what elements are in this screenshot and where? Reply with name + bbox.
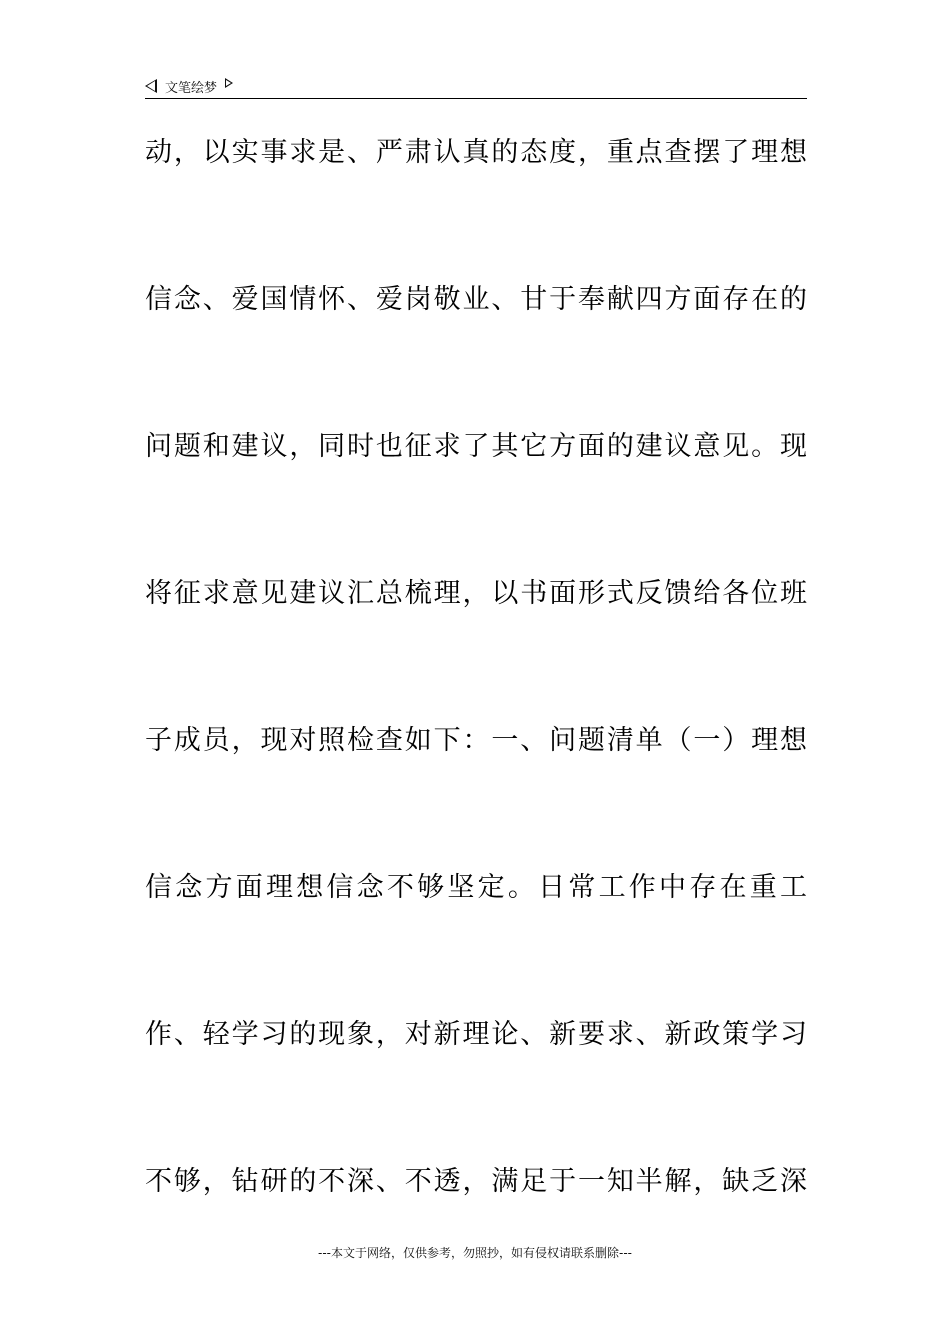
page-footer: ---本文于网络，仅供参考，勿照抄，如有侵权请联系删除--- (318, 1246, 632, 1260)
header-divider (145, 98, 807, 99)
body-line: 将征求意见建议汇总梳理，以书面形式反馈给各位班 (145, 578, 807, 609)
page-header (145, 74, 807, 98)
body-line: 信念方面理想信念不够坚定。日常工作中存在重工 (145, 872, 807, 903)
document-body (145, 128, 807, 1304)
triangle-left-icon (145, 79, 157, 93)
body-line: 动，以实事求是、严肃认真的态度，重点查摆了理想 (145, 137, 807, 168)
body-line: 信念、爱国情怀、爱岗敬业、甘于奉献四方面存在的 (145, 284, 807, 315)
triangle-right-icon (225, 78, 233, 88)
body-line: 作、轻学习的现象，对新理论、新要求、新政策学习 (145, 1019, 807, 1050)
body-line: 不够，钻研的不深、不透，满足于一知半解，缺乏深 (145, 1166, 807, 1197)
body-line: 问题和建议，同时也征求了其它方面的建议意见。现 (145, 431, 807, 462)
body-line: 子成员，现对照检查如下：一、问题清单（一）理想 (145, 725, 807, 756)
header-title: 文笔绘梦 (165, 80, 218, 96)
